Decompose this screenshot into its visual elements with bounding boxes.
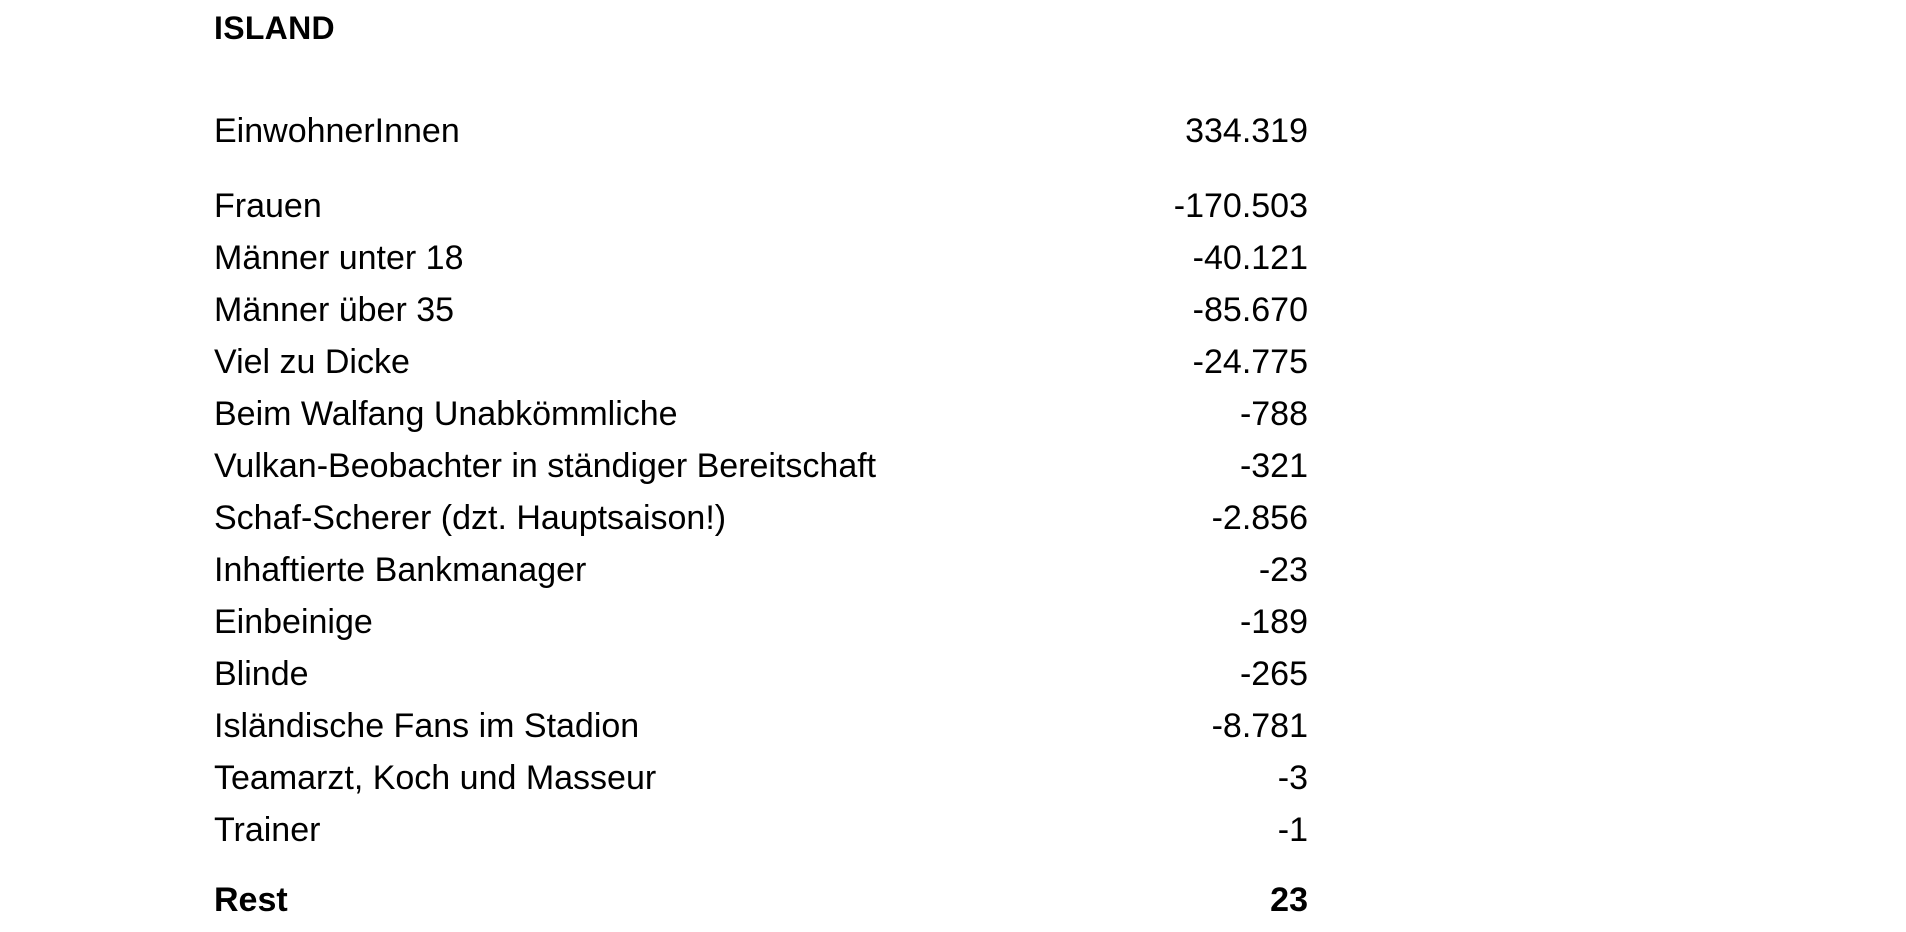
table-row xyxy=(214,339,1308,385)
table-row xyxy=(214,807,1308,853)
row-value: -1 xyxy=(1277,811,1308,849)
table-row xyxy=(214,391,1308,437)
row-label: Vulkan-Beobachter in ständiger Bereitschaft xyxy=(214,447,877,485)
row-label: Inhaftierte Bankmanager xyxy=(214,551,587,589)
table-row xyxy=(214,703,1308,749)
table-row xyxy=(214,599,1308,645)
population-row xyxy=(214,108,1308,154)
document-title: ISLAND xyxy=(214,10,335,46)
total-value: 23 xyxy=(1270,881,1308,919)
row-label: Beim Walfang Unabkömmliche xyxy=(214,395,678,433)
row-value: -24.775 xyxy=(1192,343,1308,381)
row-value: -788 xyxy=(1239,395,1308,433)
row-label: Frauen xyxy=(214,187,322,225)
row-label: Viel zu Dicke xyxy=(214,343,410,381)
table-row xyxy=(214,495,1308,541)
row-label: Schaf-Scherer (dzt. Hauptsaison!) xyxy=(214,499,727,537)
row-label: Teamarzt, Koch und Masseur xyxy=(214,759,657,797)
total-label: Rest xyxy=(214,881,288,919)
table-row xyxy=(214,755,1308,801)
table-row xyxy=(214,443,1308,489)
table-row xyxy=(214,547,1308,593)
table-row xyxy=(214,651,1308,697)
row-value: -265 xyxy=(1239,655,1308,693)
total-row xyxy=(214,877,1308,923)
row-label: Isländische Fans im Stadion xyxy=(214,707,640,745)
row-value: -85.670 xyxy=(1192,291,1308,329)
table-row xyxy=(214,235,1308,281)
row-value: -2.856 xyxy=(1211,499,1308,537)
row-label: Männer über 35 xyxy=(214,291,455,329)
row-value: -8.781 xyxy=(1211,707,1308,745)
table-row xyxy=(214,287,1308,333)
row-value: -3 xyxy=(1277,759,1308,797)
population-label: EinwohnerInnen xyxy=(214,112,460,150)
row-value: -321 xyxy=(1239,447,1308,485)
row-label: Männer unter 18 xyxy=(214,239,464,277)
row-label: Blinde xyxy=(214,655,309,693)
row-value: -189 xyxy=(1239,603,1308,641)
row-label: Trainer xyxy=(214,811,321,849)
population-value: 334.319 xyxy=(1185,112,1308,150)
row-value: -23 xyxy=(1258,551,1308,589)
row-label: Einbeinige xyxy=(214,603,373,641)
row-value: -170.503 xyxy=(1173,187,1308,225)
table-row xyxy=(214,183,1308,229)
row-value: -40.121 xyxy=(1192,239,1308,277)
